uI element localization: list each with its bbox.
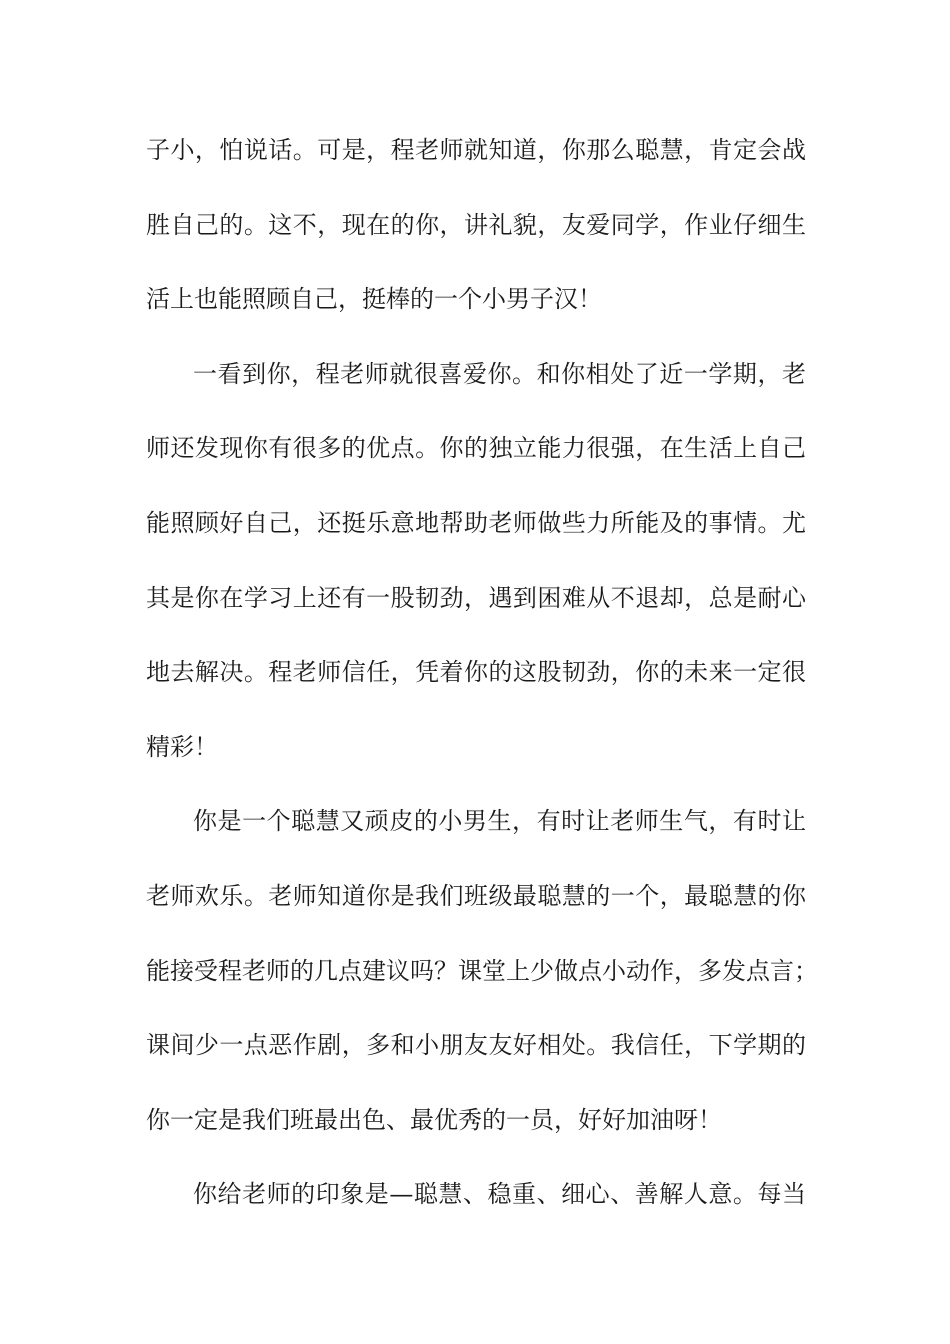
text-line: 你给老师的印象是—聪慧、稳重、细心、善解人意。每当 [193,1180,806,1209]
text-line: 胜自己的。这不，现在的你，讲礼貌，友爱同学，作业仔细生 [146,210,806,239]
paragraph-2 [146,350,806,798]
text-line: 能接受程老师的几点建议吗？课堂上少做点小动作，多发点言； [146,956,818,985]
paragraph-3 [146,797,818,1170]
text-line: 师还发现你有很多的优点。你的独立能力很强，在生活上自己 [146,434,806,463]
paragraph-4 [146,1170,806,1245]
text-line: 地去解决。程老师信任，凭着你的这股韧劲，你的未来一定很 [146,658,806,687]
text-line: 你一定是我们班最出色、最优秀的一员，好好加油呀！ [146,1105,722,1134]
text-line: 老师欢乐。老师知道你是我们班级最聪慧的一个，最聪慧的你 [146,881,806,910]
text-line: 其是你在学习上还有一股韧劲，遇到困难从不退却，总是耐心 [146,583,806,612]
text-line: 能照顾好自己，还挺乐意地帮助老师做些力所能及的事情。尤 [146,508,806,537]
text-line: 你是一个聪慧又顽皮的小男生，有时让老师生气，有时让 [193,807,806,836]
text-line: 课间少一点恶作剧，多和小朋友友好相处。我信任，下学期的 [146,1031,806,1060]
text-line: 一看到你，程老师就很喜爱你。和你相处了近一学期，老 [193,359,806,388]
document-body [146,126,818,1245]
text-line: 子小，怕说话。可是，程老师就知道，你那么聪慧，肯定会战 [146,136,806,164]
text-line: 活上也能照顾自己，挺棒的一个小男子汉！ [146,285,602,314]
paragraph-1 [146,126,806,350]
text-line: 精彩！ [146,732,218,761]
